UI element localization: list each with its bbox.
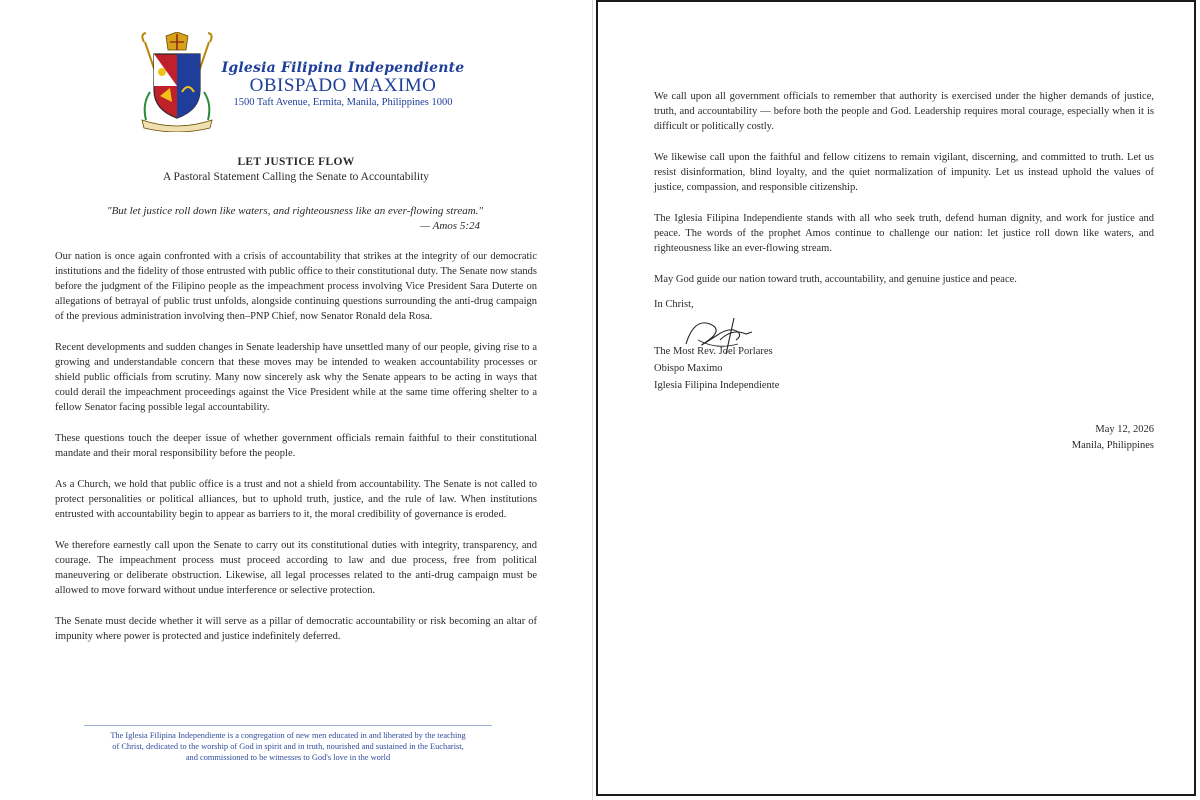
office-name: OBISPADO MAXIMO xyxy=(249,75,437,96)
footer-mission-statement xyxy=(84,730,492,763)
paragraph: The Senate must decide whether it will serve as a pillar of democratic accountability or risk becoming an altar of impunity where power is protected and justice indefinitely deferred. xyxy=(55,616,537,642)
paragraph: Recent developments and sudden changes in Senate leadership have unsettled many of our people, giving rise to a growing and understandable concern that these moves may be intended to weaken accountability processes or shield public officials from scrutiny. Many now sincerely ask why the Senate appears to be acting in ways that could derail the impeachment proceedings against the Vice President while at the same time offering shelter to a fellow Senator facing possible legal accountability. xyxy=(55,342,537,413)
statement-subtitle: A Pastoral Statement Calling the Senate to Accountability xyxy=(162,171,430,183)
date-block xyxy=(1000,422,1154,454)
church-crest-logo xyxy=(136,32,218,132)
statement-title: LET JUSTICE FLOW xyxy=(237,156,355,168)
signatory-church: Iglesia Filipina Independiente xyxy=(654,380,780,391)
paragraph: We therefore earnestly call upon the Senate to carry out its constitutional duties with integrity, transparency, and courage. The impeachment process must proceed according to law and due process, free from political maneuvering or deliberate obstruction. Likewise, all legal processes related to the anti-drug campaign must be allowed to move forward without undue interference or selective protection. xyxy=(55,540,537,596)
letterhead xyxy=(218,60,468,108)
letter-page-1 xyxy=(0,0,593,800)
church-name: Iglesia Filipina Independiente xyxy=(221,60,465,76)
signatory-block xyxy=(654,343,779,394)
footer-line: of Christ, dedicated to the worship of God in spirit and in truth, nourished and sustained in the Eucharist, xyxy=(112,742,464,751)
closing-salutation: In Christ, xyxy=(654,299,694,310)
paragraph: The Iglesia Filipina Independiente stands with all who seek truth, defend human dignity, and work for justice and peace. The words of the prophet Amos continue to challenge our nation: let justice roll down like waters, and righteousness like an ever-flowing stream. xyxy=(654,213,1154,254)
statement-body-page-1 xyxy=(55,249,537,660)
paragraph: We call upon all government officials to remember that authority is exercised under the higher demands of justice, truth, and accountability — before both the people and God. Leadership requires moral courage, especially when it is difficult or politically costly. xyxy=(654,91,1154,132)
paragraph: These questions touch the deeper issue of whether government officials remain faithful to their constitutional mandate and their moral responsibility before the people. xyxy=(55,433,537,459)
address: 1500 Taft Avenue, Ermita, Manila, Philippines 1000 xyxy=(233,97,453,108)
scripture-quote: "But let justice roll down like waters, and righteousness like an ever-flowing stream." xyxy=(106,205,484,217)
paragraph: As a Church, we hold that public office is a trust and not a shield from accountability. The Senate is not called to protect personalities or political alliances, but to uphold truth, justice, and the rule of law. When institutions entrusted with accountability begin to appear as barriers to it, the moral credibility of governance is eroded. xyxy=(55,479,537,520)
letter-date: May 12, 2026 xyxy=(1095,424,1154,435)
letter-place: Manila, Philippines xyxy=(1071,440,1154,451)
paragraph: May God guide our nation toward truth, accountability, and genuine justice and peace. xyxy=(654,274,1017,285)
statement-heading xyxy=(0,156,592,183)
scripture-reference: — Amos 5:24 xyxy=(420,220,480,232)
footer-divider xyxy=(84,725,492,726)
signatory-name: The Most Rev. Joel Porlares xyxy=(654,346,773,357)
statement-body-page-2 xyxy=(654,89,1154,303)
paragraph: We likewise call upon the faithful and fellow citizens to remain vigilant, discerning, and committed to truth. Let us resist disinformation, blind loyalty, and the quiet normalization of impunity. Let us instead uphold the values of justice, compassion, and responsible citizenship. xyxy=(654,152,1154,193)
paragraph: Our nation is once again confronted with a crisis of accountability that strikes at the integrity of our democratic institutions and the fidelity of those entrusted with public office to their constitutional duty. The Senate now stands before the judgment of the Filipino people as the impeachment process involving Vice President Sara Duterte on allegations of betrayal of public trust unfolds, alongside continuing questions surrounding the anti-drug campaign of the previous administration involving then–PNP Chief, now Senator Ronald dela Rosa. xyxy=(55,251,537,322)
footer-line: The Iglesia Filipina Independiente is a congregation of new men educated in and liberated by the teaching xyxy=(110,731,466,740)
signatory-role: Obispo Maximo xyxy=(654,363,723,374)
footer-line: and commissioned to be witnesses to God's love in the world xyxy=(185,753,391,762)
